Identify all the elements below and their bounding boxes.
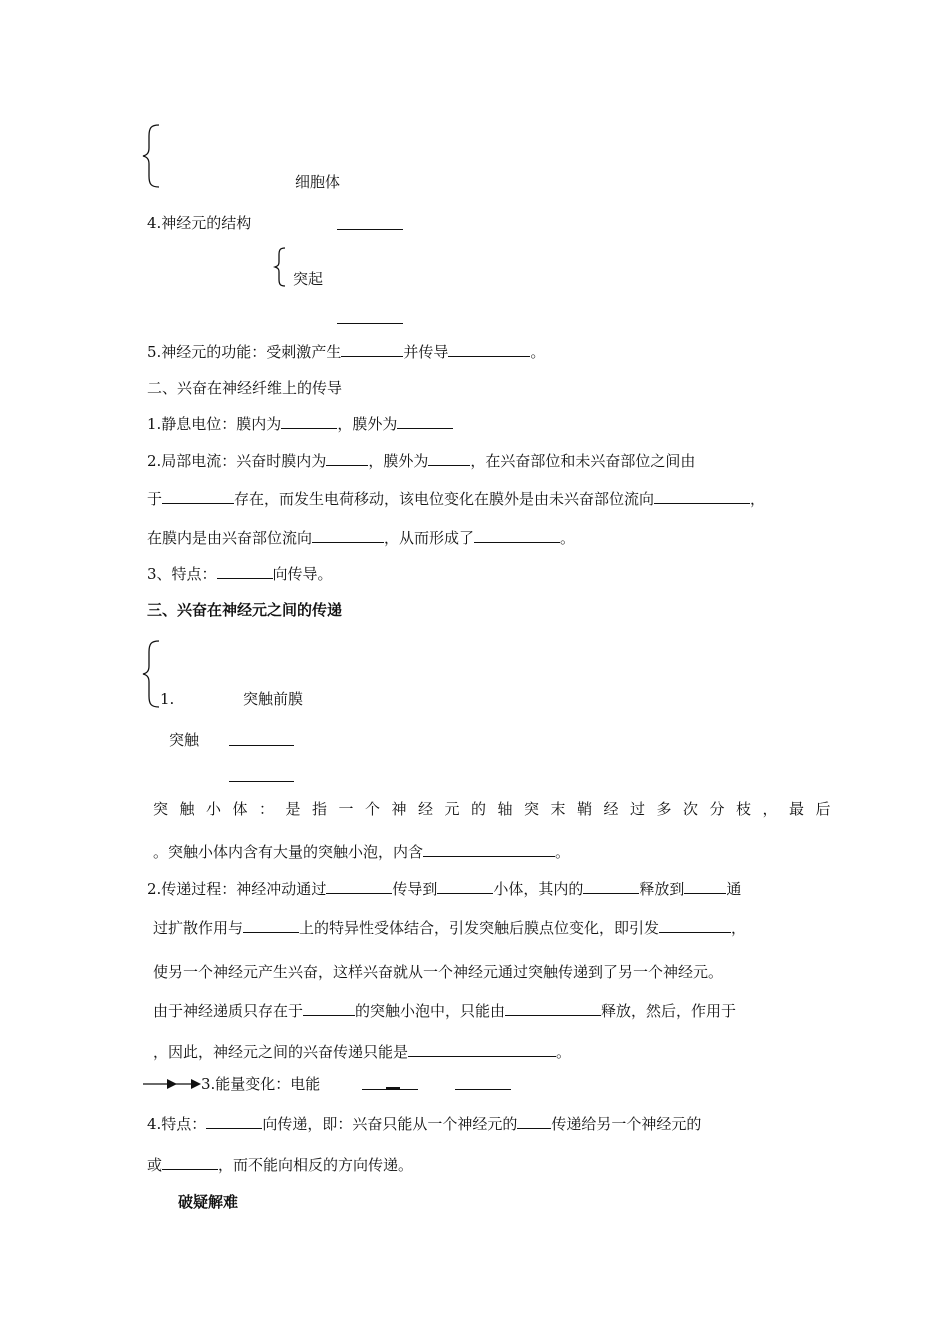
text: 过扩散作用与 — [153, 919, 244, 937]
text: 4.特点： — [147, 1115, 207, 1133]
blank-line — [386, 1087, 400, 1089]
item5-neuron-function — [147, 342, 545, 362]
text: 释放，然后，作用于 — [601, 1002, 737, 1020]
blank-line — [428, 451, 470, 466]
text: 或 — [147, 1156, 163, 1174]
blank-line — [326, 451, 368, 466]
cell-body-label: 细胞体 — [295, 173, 341, 191]
text: 5.神经元的功能：受刺激产生 — [147, 343, 342, 361]
local-current-line2 — [147, 489, 765, 509]
left-brace-icon — [141, 640, 161, 708]
local-current-line1 — [147, 451, 695, 471]
text: 传递给另一个神经元的 — [551, 1115, 702, 1133]
text: ， — [731, 919, 747, 937]
blank-line — [243, 918, 299, 933]
synaptic-knob-line1: 突触小体：是指一个神经元的轴突末鞘经过多次分枝，最后 — [153, 800, 843, 818]
blank-line — [659, 918, 731, 933]
blank-line — [408, 1042, 556, 1057]
blank-line — [455, 1089, 511, 1090]
item1-number: 1. — [160, 690, 175, 708]
blank-line — [448, 342, 530, 357]
resting-potential — [147, 414, 453, 434]
left-brace-icon — [141, 124, 161, 188]
text: 2.传递过程：神经冲动通过 — [147, 880, 327, 898]
text: 小体，其内的 — [493, 880, 584, 898]
blank-line — [362, 1089, 418, 1090]
text: ，膜外为 — [337, 415, 398, 433]
text: 2.局部电流：兴奋时膜内为 — [147, 452, 327, 470]
blank-line — [229, 781, 294, 782]
blank-line — [312, 528, 384, 543]
text: ，因此，神经元之间的兴奋传递只能是 — [153, 1043, 409, 1061]
blank-line — [217, 564, 273, 579]
blank-line — [206, 1114, 262, 1129]
text: 1.静息电位：膜内为 — [147, 415, 282, 433]
transmission-line4 — [153, 1001, 736, 1021]
text: 3、特点： — [147, 565, 217, 583]
text: 并传导 — [403, 343, 449, 361]
text: 上的特异性受体结合，引发突触后膜点位变化，即引发 — [299, 919, 660, 937]
transmission-feature-line2 — [147, 1155, 413, 1175]
transmission-line1 — [147, 879, 741, 899]
text: 释放到 — [639, 880, 685, 898]
blank-line — [337, 229, 403, 230]
synapse-label: 突触 — [169, 731, 200, 749]
blank-line — [162, 489, 234, 504]
text: 。 — [555, 843, 571, 861]
text: 传导到 — [392, 880, 438, 898]
process-label: 突起 — [293, 270, 324, 288]
blank-line — [326, 879, 392, 894]
text: 的突触小泡中，只能由 — [355, 1002, 506, 1020]
conduction-feature — [147, 564, 333, 584]
blank-line — [423, 842, 555, 857]
transmission-line2 — [153, 918, 746, 938]
blank-line — [397, 414, 453, 429]
transmission-line5 — [153, 1042, 571, 1062]
blank-line — [341, 342, 403, 357]
blank-line — [684, 879, 726, 894]
section2-title: 二、兴奋在神经纤维上的传导 — [147, 379, 343, 397]
local-current-line3 — [147, 528, 575, 548]
text: 。 — [556, 1043, 572, 1061]
blank-line — [517, 1114, 551, 1129]
text: 通 — [726, 880, 742, 898]
arrow-right-icon — [143, 1077, 203, 1091]
blank-line — [505, 1001, 601, 1016]
text: ，从而形成了 — [384, 529, 475, 547]
blank-line — [229, 745, 294, 746]
text: 在膜内是由兴奋部位流向 — [147, 529, 313, 547]
blank-line — [303, 1001, 355, 1016]
text: ， — [750, 490, 766, 508]
presynaptic-membrane-label: 突触前膜 — [243, 690, 304, 708]
text: 向传导。 — [272, 565, 333, 583]
blank-line — [337, 323, 403, 324]
section-heading-difficulties: 破疑解难 — [178, 1193, 239, 1211]
text: ，在兴奋部位和未兴奋部位之间由 — [470, 452, 696, 470]
text: 由于神经递质只存在于 — [153, 1002, 304, 1020]
text: 。 — [560, 529, 576, 547]
energy-change: 3.能量变化：电能 — [201, 1075, 321, 1093]
blank-line — [162, 1155, 218, 1170]
blank-line — [474, 528, 560, 543]
transmission-feature-line1 — [147, 1114, 701, 1134]
blank-line — [654, 489, 750, 504]
synaptic-knob-line2 — [153, 842, 570, 862]
section3-title: 三、兴奋在神经元之间的传递 — [147, 601, 343, 619]
text: 存在，而发生电荷移动，该电位变化在膜外是由未兴奋部位流向 — [234, 490, 655, 508]
text: ，而不能向相反的方向传递。 — [218, 1156, 414, 1174]
text: 向传递，即：兴奋只能从一个神经元的 — [262, 1115, 518, 1133]
text: 。突触小体内含有大量的突触小泡，内含 — [153, 843, 424, 861]
blank-line — [281, 414, 337, 429]
item4-neuron-structure: 4.神经元的结构 — [147, 214, 252, 232]
text: 于 — [147, 490, 163, 508]
text: ，膜外为 — [368, 452, 429, 470]
blank-line — [437, 879, 493, 894]
text: 。 — [530, 343, 546, 361]
left-brace-icon — [273, 247, 287, 287]
transmission-line3: 使另一个神经元产生兴奋，这样兴奋就从一个神经元通过突触传递到了另一个神经元。 — [153, 963, 724, 981]
blank-line — [583, 879, 639, 894]
